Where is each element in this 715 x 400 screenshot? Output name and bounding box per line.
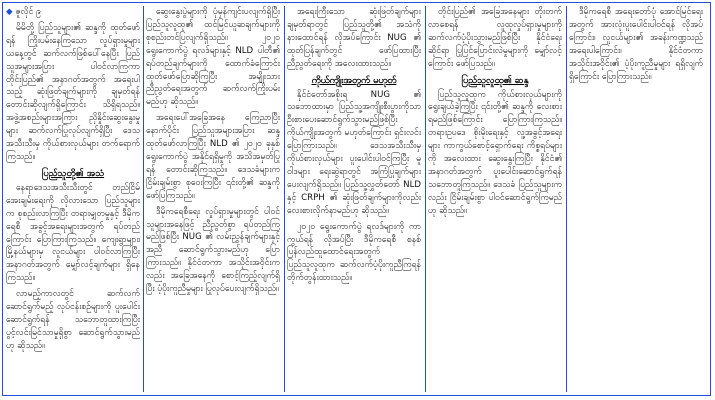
paragraph: ဆွေးနွေးပွဲများကို ပုံမှန်ကျင်းပလျက်ရှိပြီး ပြည်သူလူထု၏ ထင်မြင်ယူဆချက်များကို စုစည်းတင်ပြလျက်ရှိသည်။ ၂၀၂၀ ရွေးကောက်ပွဲ ရလဒ်များနှင့် NLD ပါတီ၏ ရပ်တည်ချက်များကို ထောက်ခံကြောင်း ထုတ်ဖော်ပြောဆိုကြပြီး အမျိုးသားညီညွတ်ရေးအတွက် ဆက်လက်ကြိုးပမ်းမည်ဟု ဆိုသည်။ bbox=[146, 7, 280, 108]
paragraph: ဒီမိုကရေစီ အရေးတော်ပုံ အောင်မြင်ရေးအတွက် အားလုံးပူးပေါင်းပါဝင်ရန် လိုအပ်ကြောင်း၊ လူငယ်များ၏ အခန်းကဏ္ဍသည် အရေးပါကြောင်း၊ နိုင်ငံတကာ အသိုင်းအဝိုင်း၏ ပံ့ပိုးကူညီမှုများ ရရှိလျက်ရှိကြောင်း ပြောကြားသည်။ bbox=[569, 7, 703, 82]
paragraph: နေရာဒေသအသီးသီးတွင် တည်ငြိမ်အေးချမ်းရေးကို လိုလားသော ပြည်သူများက စုစည်းလာကြပြီး တရားမျှတမှုနှင့် ဒီမိုကရေစီ အခွင့်အရေးများအတွက် ရပ်တည်ကြောင်း ပြောကြားကြသည်။ ကျေးရွာများ၊ မြို့နယ်များမှ လူငယ်များ ပါဝင်လာကြပြီး အနာဂတ်အတွက် မျှော်လင့်ချက်များ ရှိနေကြသည်။ bbox=[6, 182, 140, 284]
paragraph: ၂၀၂၀ ရွေးကောက်ပွဲ ရလဒ်များကို ကာကွယ်ရန် လိုအပ်ပြီး ဒီမိုကရေစီ စနစ် ပြန်လည်ထူထောင်ရေးအတွက် ပြည်သူလူထုက ဆက်လက်ပံ့ပိုးကူညီကြရန် တိုက်တွန်းထားသည်။ bbox=[287, 221, 421, 284]
paragraph: တိုင်းပြည်၏ အခြေအနေများ တိုးတက်လာစေရန် လူထုလှုပ်ရှားမှုများကို ဆက်လက်ပံ့ပိုးသွားမည်ဖြစ်ပြီး နိုင်ငံရေးဆိုင်ရာ ပြုပြင်ပြောင်းလဲမှုများကို မျှော်လင့်ကြောင်း ဖော်ပြသည်။ bbox=[428, 7, 562, 69]
article-column-2 bbox=[146, 6, 280, 392]
column-divider bbox=[566, 6, 567, 392]
column-divider bbox=[143, 6, 144, 392]
section-heading: ပြည်သူလူထု၏ ဆန္ဒ bbox=[461, 74, 529, 86]
section-heading: ကိုယ်ကျိုးအတွက် မဟုတ် bbox=[311, 74, 397, 86]
article-column-1 bbox=[6, 6, 140, 392]
article-column-3 bbox=[287, 6, 421, 392]
paragraph: အရေးပေါ်အခြေအနေ ကြေညာပြီးနောက်ပိုင်း ပြည်သူအများအပြား ဆန္ဒထုတ်ဖော်လာကြပြီး NLD ၏ ၂၀၂၀ ခုနှစ် ရွေးကောက်ပွဲ အနိုင်ရရှိမှုကို အသိအမှတ်ပြုရန် တောင်းဆိုကြသည်။ ဒေသခံများက ငြိမ်းချမ်းစွာ စုဝေးကြပြီး ၎င်းတို့၏ ဆန္ဒကို ဖော်ပြကြသည်။ bbox=[146, 113, 280, 201]
dateline bbox=[6, 6, 140, 19]
paragraph: အရေးကြီးသော ဆုံးဖြတ်ချက်များ ချမှတ်ရာတွင် ပြည်သူတို့၏ အသံကို နားထောင်ရန် လိုအပ်ကြောင်း NUG ၏ ထုတ်ပြန်ချက်တွင် ဖော်ပြထားပြီး ညီညွတ်ရေးကို အလေးထားသည်။ bbox=[287, 7, 421, 69]
paragraph: ပြည်သူလူထုက ကိုယ်စားလှယ်များကို ရွေးချယ်ခဲ့ကြပြီး ၎င်းတို့၏ ဆန္ဒကို လေးစားရမည်ဖြစ်ကြောင်း ပြောကြားကြသည်။ တရားဥပဒေ စိုးမိုးရေးနှင့် လူ့အခွင့်အရေးများ ကာကွယ်စောင့်ရှောက်ရေး ကိစ္စရပ်များကို အလေးထား ဆွေးနွေးကြပြီး နိုင်ငံ၏ အနာဂတ်အတွက် ပူးပေါင်းဆောင်ရွက်ရန် သဘောတူကြသည်။ ဒေသခံ ပြည်သူများကလည်း ငြိမ်းချမ်းစွာ ပါဝင်ဆောင်ရွက်ကြမည်ဟု ဆိုသည်။ bbox=[428, 89, 562, 216]
paragraph: လာမည့်ကာလတွင် ဆက်လက်ဆောင်ရွက်မည့် လုပ်ငန်းစဉ်များကို ပူးပေါင်းဆောင်ရွက်ရန် သဘောတူထားကြပြီး ပွင့်လင်းမြင်သာမှုရှိစွာ ဆောင်ရွက်သွားမည်ဟု ဆိုသည်။ bbox=[6, 289, 140, 351]
paragraph: နိုင်ငံတော်အစိုးရ NUG ၏ သဘောထားမှာ ပြည်သူ့အကျိုးစီးပွားကိုသာ ဦးစားပေးဆောင်ရွက်သွားမည်ဖြစ်ပြီး ကိုယ်ကျိုးအတွက် မဟုတ်ကြောင်း ရှင်းလင်းပြောကြားသည်။ ဒေသအသီးသီးမှ ကိုယ်စားလှယ်များ ပူးပေါင်းပါဝင်ကြပြီး မူဝါဒများ ရေးဆွဲရာတွင် အကြံပြုချက်များ ပေးလျက်ရှိသည်။ ပြည်သူ့လွှတ်တော် NLD နှင့် CRPH ၏ ဆုံးဖြတ်ချက်များကိုလည်း လေးစားလိုက်နာမည်ဟု ဆိုသည်။ bbox=[287, 89, 421, 216]
paragraph: မိမိတို့ ပြည်သူများ၏ ဆန္ဒကို ထုတ်ဖော်ရန် ကြိုးပမ်းနေကြသော လှုပ်ရှားမှုများ ယနေ့တွင် ဆက်လက်ဖြစ်ပေါ်နေပြီး ပြည်သူအများအပြား ပါဝင်လာကြကာ တိုင်းပြည်၏ အနာဂတ်အတွက် အရေးပါသည့် ဆုံးဖြတ်ချက်များကို ချမှတ်ရန် တောင်းဆိုလျက်ရှိကြောင်း သိရှိရသည်။ အဖွဲ့အစည်းများအကြား ညှိနှိုင်းဆွေးနွေးမှုများ ဆက်လက်ပြုလုပ်လျက်ရှိပြီး ဒေသအသီးသီးမှ ကိုယ်စားလှယ်များ တက်ရောက်ကြသည်။ bbox=[6, 22, 140, 162]
paragraph: ဒီမိုကရေစီရေး လှုပ်ရှားမှုများတွင် ပါဝင်သူများအနေဖြင့် ညီညွတ်စွာ ရပ်တည်ကြမည်ဖြစ်ပြီး NUG ၏ လမ်းညွှန်ချက်များနှင့်အညီ ဆောင်ရွက်သွားမည်ဟု ပြောကြားသည်။ နိုင်ငံတကာ အသိုင်းအဝိုင်းကလည်း အခြေအနေကို စောင့်ကြည့်လျက်ရှိပြီး ပံ့ပိုးကူညီမှုများ ပြုလုပ်ပေးလျက်ရှိသည်။ bbox=[146, 206, 280, 295]
article-column-4 bbox=[428, 6, 562, 392]
dateline-text: ဇူလိုင် ၉ bbox=[15, 7, 41, 17]
article-column-5 bbox=[569, 6, 703, 392]
section-heading: ပြည်သူတို့၏ အသံ bbox=[41, 167, 105, 179]
column-divider bbox=[425, 6, 426, 392]
column-divider bbox=[284, 6, 285, 392]
bullet-icon: ◆ bbox=[6, 7, 13, 17]
